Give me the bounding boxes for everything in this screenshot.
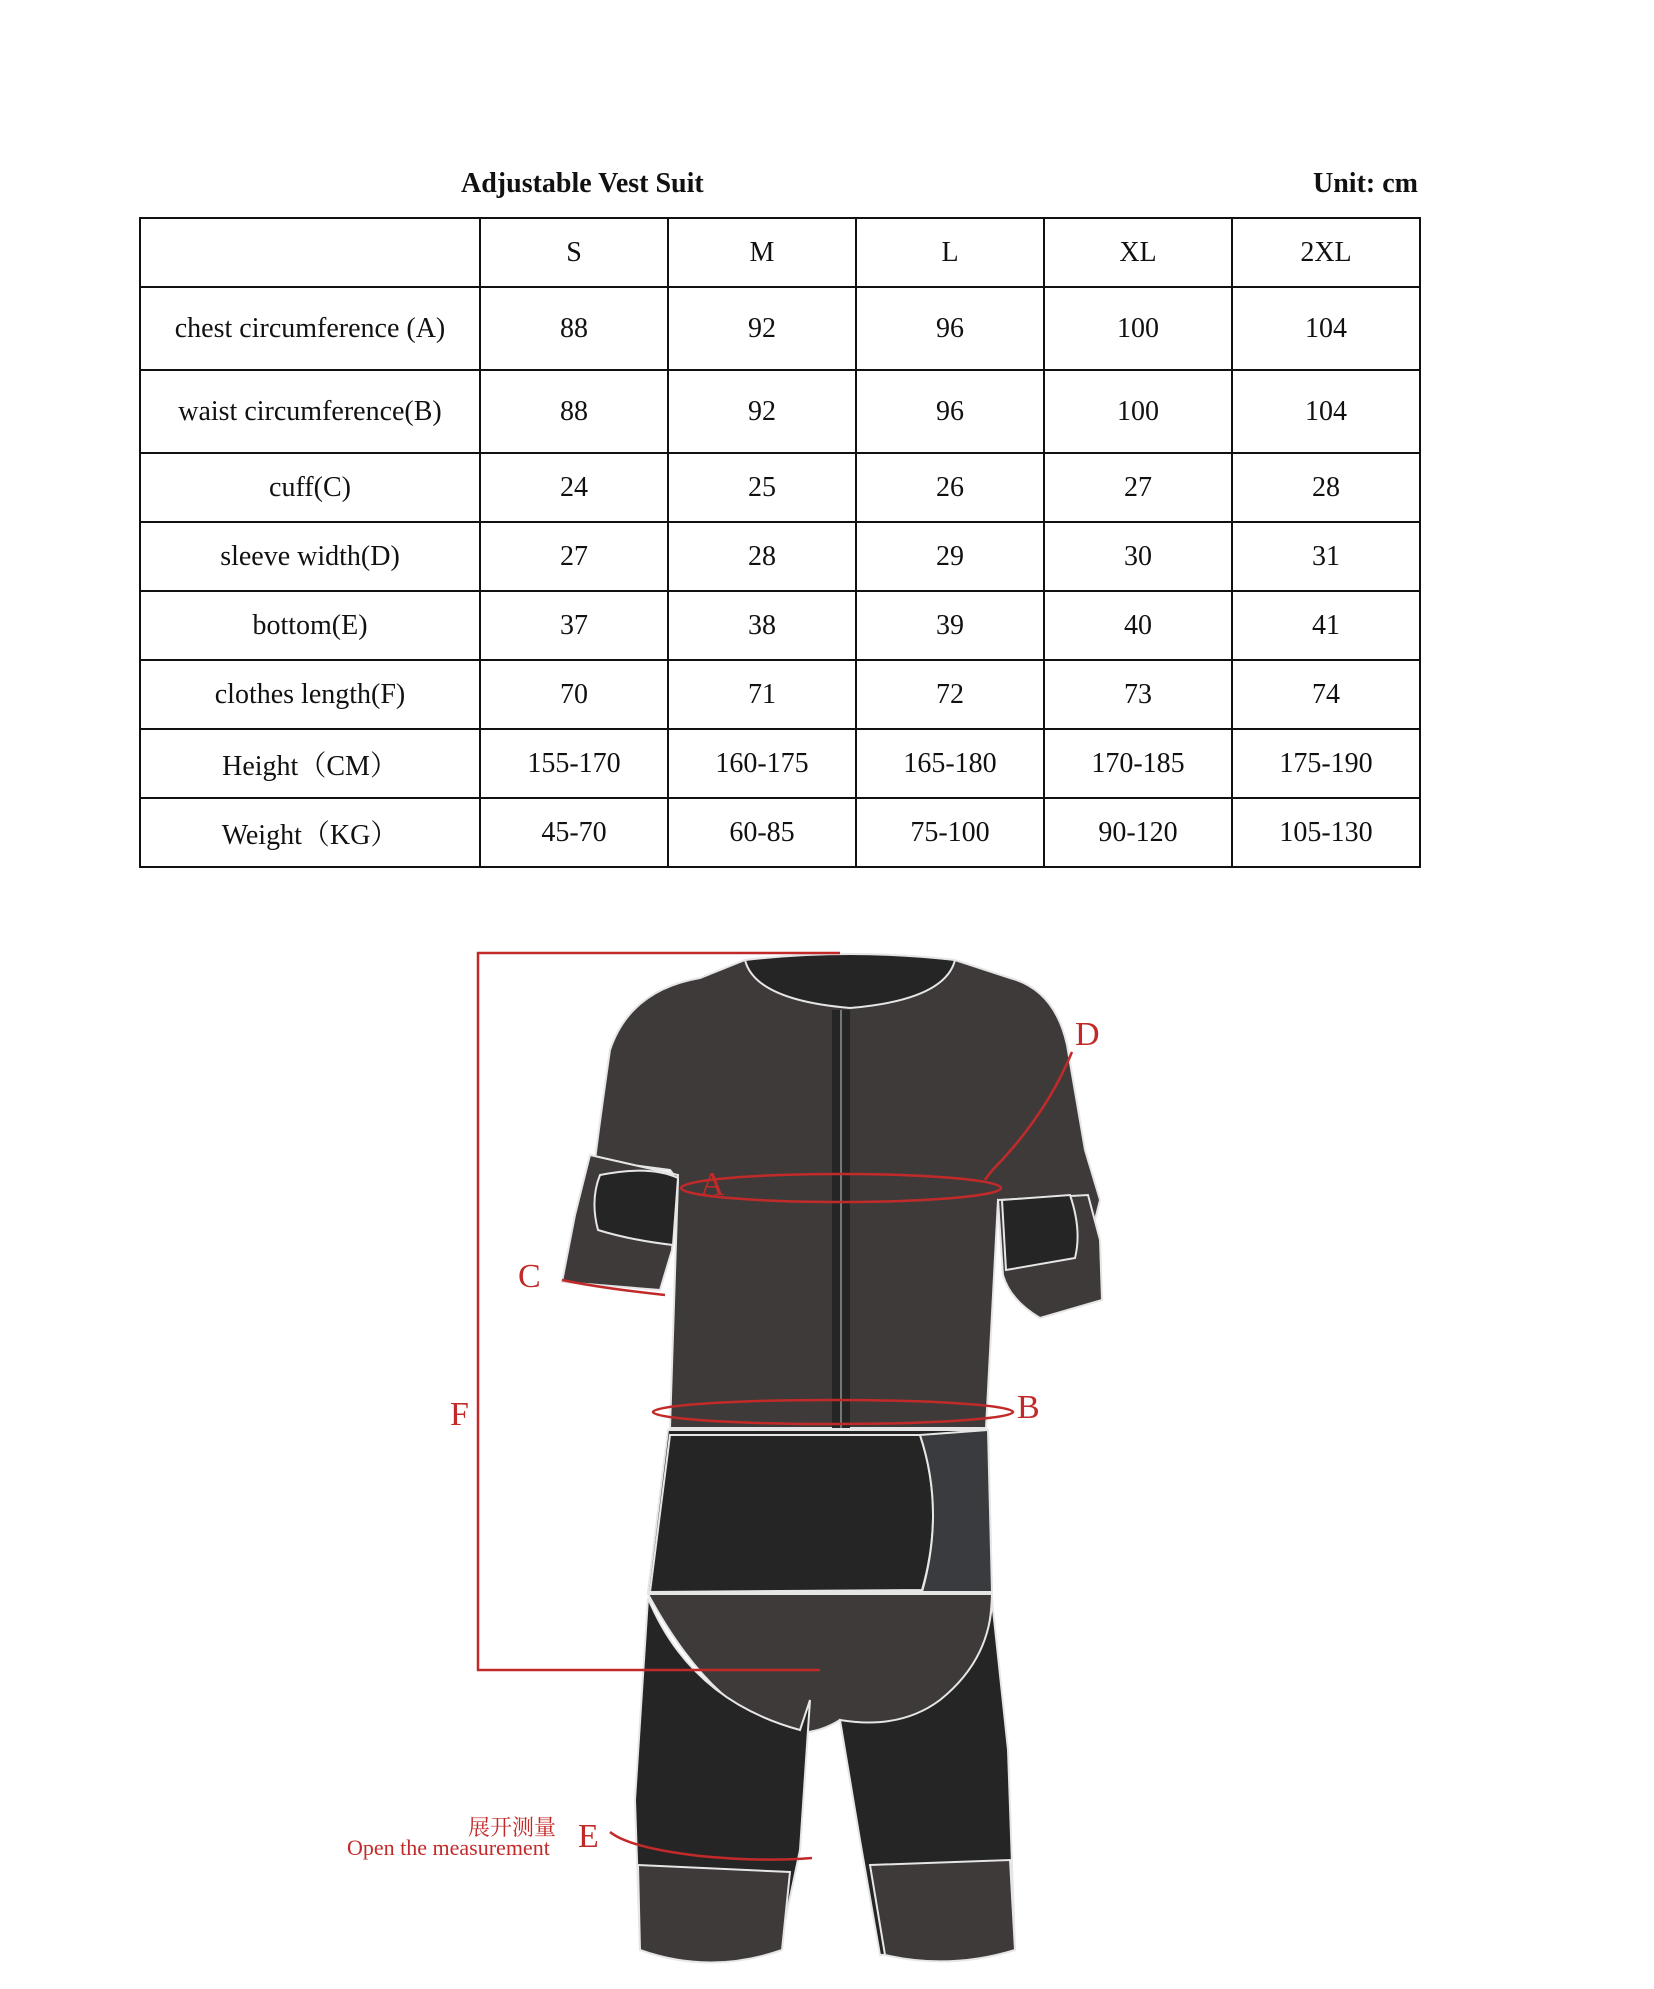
table-cell: 38: [668, 591, 856, 660]
left-leg-cuff: [638, 1865, 790, 1963]
table-cell: 72: [856, 660, 1044, 729]
table-cell: 26: [856, 453, 1044, 522]
table-cell: 24: [480, 453, 668, 522]
table-cell: 88: [480, 370, 668, 453]
table-cell: 170-185: [1044, 729, 1232, 798]
table-cell: 71: [668, 660, 856, 729]
label-C: C: [518, 1258, 541, 1295]
table-cell: 104: [1232, 370, 1420, 453]
header-cell: M: [668, 218, 856, 287]
label-F: F: [450, 1396, 469, 1433]
table-cell: 70: [480, 660, 668, 729]
label-D: D: [1075, 1016, 1100, 1053]
waist-belt-flap: [650, 1435, 933, 1592]
table-cell: 45-70: [480, 798, 668, 867]
table-cell: 41: [1232, 591, 1420, 660]
row-label: sleeve width(D): [140, 522, 480, 591]
row-label: Weight（KG）: [140, 798, 480, 867]
row-label: clothes length(F): [140, 660, 480, 729]
table-cell: 96: [856, 287, 1044, 370]
suit-illustration: [562, 954, 1102, 1963]
chart-title: Adjustable Vest Suit: [461, 168, 704, 199]
row-label: Height（CM）: [140, 729, 480, 798]
note-chinese: 展开测量: [468, 1815, 557, 1840]
table-cell: 60-85: [668, 798, 856, 867]
row-label: cuff(C): [140, 453, 480, 522]
table-cell: 28: [668, 522, 856, 591]
header-cell: L: [856, 218, 1044, 287]
table-cell: 90-120: [1044, 798, 1232, 867]
unit-label: Unit: cm: [1313, 168, 1418, 199]
header-cell: S: [480, 218, 668, 287]
table-cell: 27: [1044, 453, 1232, 522]
table-cell: 74: [1232, 660, 1420, 729]
table-cell: 155-170: [480, 729, 668, 798]
table-cell: 92: [668, 370, 856, 453]
table-cell: 165-180: [856, 729, 1044, 798]
table-cell: 37: [480, 591, 668, 660]
row-label: chest circumference (A): [140, 287, 480, 370]
table-cell: 73: [1044, 660, 1232, 729]
label-A: A: [700, 1166, 725, 1203]
table-cell: 100: [1044, 370, 1232, 453]
table-cell: 100: [1044, 287, 1232, 370]
table-cell: 105-130: [1232, 798, 1420, 867]
table-cell: 96: [856, 370, 1044, 453]
table-cell: 104: [1232, 287, 1420, 370]
table-cell: 40: [1044, 591, 1232, 660]
table-cell: 92: [668, 287, 856, 370]
header-cell: XL: [1044, 218, 1232, 287]
table-cell: 175-190: [1232, 729, 1420, 798]
label-E: E: [578, 1818, 599, 1855]
header-cell: 2XL: [1232, 218, 1420, 287]
row-label: waist circumference(B): [140, 370, 480, 453]
note-english: Open the measurement: [347, 1835, 550, 1860]
table-cell: 25: [668, 453, 856, 522]
right-leg-cuff: [870, 1860, 1015, 1961]
table-cell: 31: [1232, 522, 1420, 591]
table-cell: 88: [480, 287, 668, 370]
row-label: bottom(E): [140, 591, 480, 660]
right-sleeve-band: [1002, 1195, 1078, 1270]
table-cell: 39: [856, 591, 1044, 660]
table-cell: 75-100: [856, 798, 1044, 867]
table-cell: 29: [856, 522, 1044, 591]
label-B: B: [1017, 1389, 1040, 1426]
table-cell: 160-175: [668, 729, 856, 798]
table-cell: 28: [1232, 453, 1420, 522]
table-cell: 27: [480, 522, 668, 591]
table-cell: 30: [1044, 522, 1232, 591]
